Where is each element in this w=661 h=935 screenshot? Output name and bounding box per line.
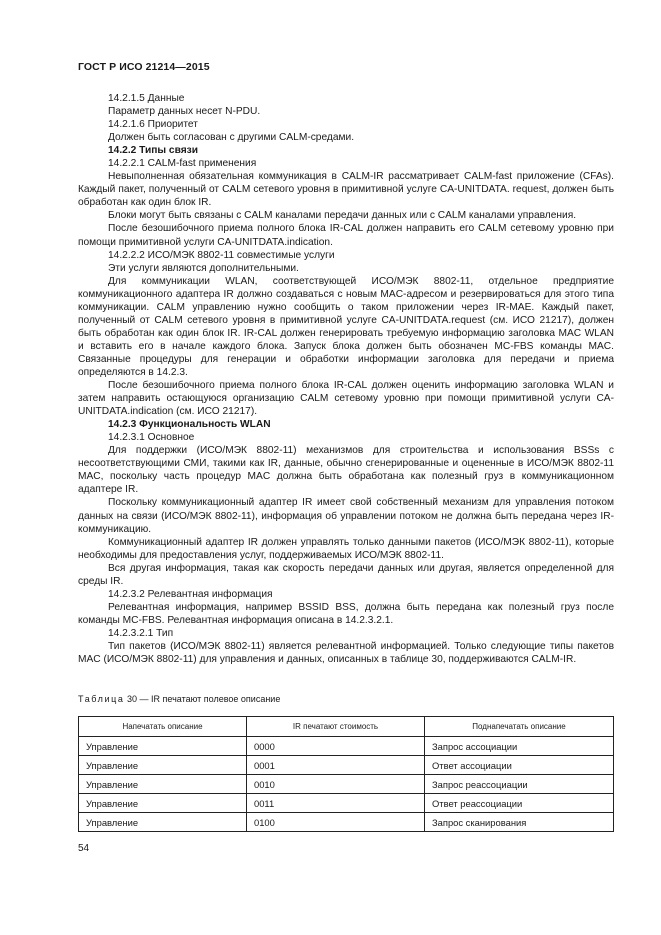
table-row bbox=[79, 737, 614, 756]
paragraph: 14.2.2.1 CALM-fast применения bbox=[108, 158, 257, 170]
table-cell: Управление bbox=[79, 737, 247, 756]
paragraph: 14.2.3.2.1 Тип bbox=[108, 627, 174, 639]
table-cell: Запрос сканирования bbox=[425, 813, 614, 832]
table-cell: 0011 bbox=[247, 794, 425, 813]
paragraph: После безошибочного приема полного блока IR-CAL должен направить его CALM сетевому уровню при помощи примитивной услуги CA-UNITDATA.indication. bbox=[78, 223, 614, 248]
paragraph: 14.2.3.2 Релевантная информация bbox=[108, 588, 273, 600]
table-cell: 0010 bbox=[247, 775, 425, 794]
paragraph: 14.2.2.2 ИСО/МЭК 8802-11 совместимые услуги bbox=[108, 249, 335, 261]
table-cell: 0000 bbox=[247, 737, 425, 756]
section-heading: 14.2.3 Функциональность WLAN bbox=[108, 419, 271, 431]
table-cell: Управление bbox=[79, 794, 247, 813]
table-row bbox=[79, 756, 614, 775]
table-cell: 0100 bbox=[247, 813, 425, 832]
table-caption bbox=[78, 694, 280, 704]
paragraph: Для поддержки (ИСО/МЭК 8802-11) механизмов для строительства и использования BSSs с несоответствующими СМИ, такими как IR, данные, обычно сгенерированные и оцененные в ИСО/МЭК 8802-11 MAC, поскольку часть процедур MAC должна быть обработана как полезный груз в коммуникационном адаптере IR. bbox=[78, 445, 614, 496]
paragraph: 14.2.3.1 Основное bbox=[108, 432, 195, 444]
paragraph: Поскольку коммуникационный адаптер IR имеет свой собственный механизм для управления потоком данных на связи (ИСО/МЭК 8802-11), информация об управлении потоком не должна быть передана через IR-коммуникацию. bbox=[78, 497, 614, 535]
table-header-cell: Поднапечатать описание bbox=[425, 717, 614, 737]
section-heading: 14.2.2 Типы связи bbox=[108, 145, 199, 157]
paragraph: Для коммуникации WLAN, соответствующей ИСО/МЭК 8802-11, отдельное предприятие коммуникационного адаптера IR должно создаваться с новым MAC-адресом и резервироваться для этого типа коммуникации. CALM управлению нужно сообщить о таком приложении через IR-MAE. Каждый пакет, полученный от CALM сетевого уровня в примитивной услуге CA-UNITDATA.request (см. ИСО 21217), должен быть обработан как один блок IR. IR-CAL должен генерировать требуемую информацию заголовка MAC WLAN и вставить его в начале каждого блока. Запуск блока должен быть обозначен MC-FBS команды MAC. Связанные процедуры для генерации и обработки информации заголовка для передачи и приема определяются в 14.2.3. bbox=[78, 275, 614, 378]
paragraph: Эти услуги являются дополнительными. bbox=[108, 262, 299, 274]
paragraph: Блоки могут быть связаны с CALM каналами передачи данных или с CALM каналами управления. bbox=[108, 210, 577, 222]
table-row bbox=[79, 794, 614, 813]
paragraph: Коммуникационный адаптер IR должен управлять только данными пакетов (ИСО/МЭК 8802-11), которые необходимы для предоставления услуг, поддерживаемых ИСО/МЭК 8802-11. bbox=[78, 536, 614, 561]
paragraph: 14.2.1.6 Приоритет bbox=[108, 119, 198, 131]
paragraph: Невыполненная обязательная коммуникация в CALM-IR рассматривает CALM-fast приложение (CFAs). Каждый пакет, полученный от CALM сетевого уровня в примитивной услуге CA-UNITDATA. request, должен быть обработан как один блок IR. bbox=[78, 171, 614, 209]
table-cell: Ответ реассоциации bbox=[425, 794, 614, 813]
table-cell: Ответ ассоциации bbox=[425, 756, 614, 775]
table-header-cell: IR печатают стоимость bbox=[247, 717, 425, 737]
table-cell: Запрос ассоциации bbox=[425, 737, 614, 756]
data-table bbox=[78, 716, 614, 832]
table-cell: Управление bbox=[79, 775, 247, 794]
paragraph: После безошибочного приема полного блока IR-CAL должен оценить информацию заголовка WLAN и затем направить остающуюся организацию CALM сетевому уровню при помощи примитивной услуги CA-UNITDATA.indication (см. ИСО 21217). bbox=[78, 380, 614, 418]
table-cell: 0001 bbox=[247, 756, 425, 775]
table-caption-label: Таблица bbox=[78, 694, 125, 704]
paragraph: Параметр данных несет N-PDU. bbox=[108, 106, 261, 118]
table-cell: Управление bbox=[79, 756, 247, 775]
paragraph: Должен быть согласован с другими CALM-средами. bbox=[108, 132, 355, 144]
body-text bbox=[78, 92, 614, 666]
table-cell: Запрос реассоциации bbox=[425, 775, 614, 794]
table-header-cell: Напечатать описание bbox=[79, 717, 247, 737]
table-header-row bbox=[79, 717, 614, 737]
table-row bbox=[79, 813, 614, 832]
table-row bbox=[79, 775, 614, 794]
paragraph: 14.2.1.5 Данные bbox=[108, 93, 185, 104]
paragraph: Релевантная информация, например BSSID BSS, должна быть передана как полезный груз после команды MC-FBS. Релевантная информация описана в 14.2.3.2.1. bbox=[78, 601, 614, 626]
paragraph: Тип пакетов (ИСО/МЭК 8802-11) является релевантной информацией. Только следующие типы пакетов MAC (ИСО/МЭК 8802-11) для управления и данных, описанных в таблице 30, поддерживаются CALM-IR. bbox=[78, 640, 614, 666]
table-caption-title: 30 — IR печатают полевое описание bbox=[124, 694, 281, 704]
page-number: 54 bbox=[78, 843, 90, 854]
table-cell: Управление bbox=[79, 813, 247, 832]
document-header: ГОСТ Р ИСО 21214—2015 bbox=[78, 61, 210, 73]
paragraph: Вся другая информация, такая как скорость передачи данных или другая, является определенной для среды IR. bbox=[78, 562, 614, 587]
